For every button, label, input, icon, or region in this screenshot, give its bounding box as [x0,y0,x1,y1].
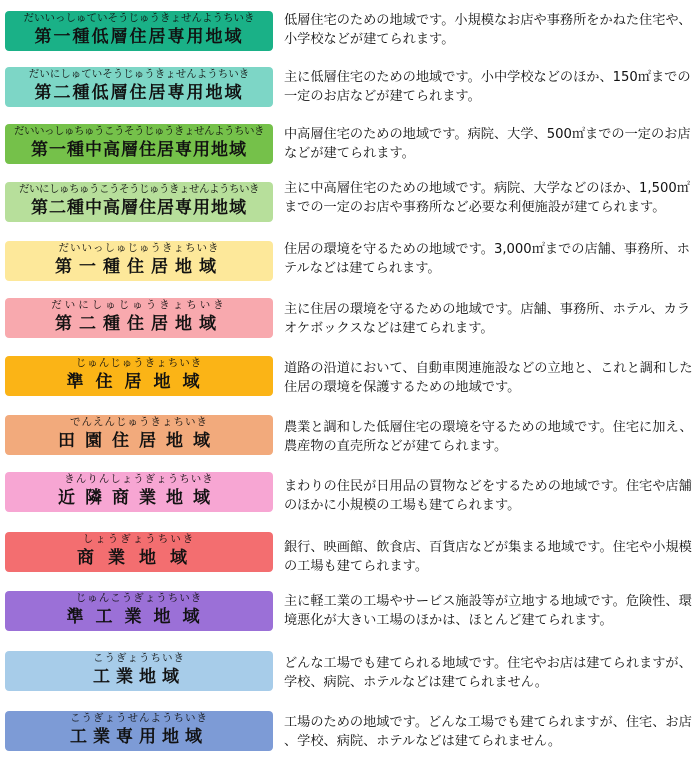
zone-name: 工業地域 [93,667,185,687]
zone-badge [5,711,273,751]
zone-name: 第二種低層住居専用地域 [34,83,244,103]
zone-name: 工業専用地域 [70,727,208,747]
zone-badge [5,415,273,455]
zone-reading: でんえんじゅうきょちいき [70,416,208,428]
zone-reading: きんりんしょうぎょうちいき [64,473,214,485]
zone-badge [5,241,273,281]
zone-badge [5,532,273,572]
zone-reading: だいいっしゅていそうじゅうきょせんようちいき [23,12,255,24]
zone-badge [5,472,273,512]
zone-reading: だいいっしゅじゅうきょちいき [58,242,220,254]
zone-reading: だいにしゅていそうじゅうきょせんようちいき [28,68,250,80]
zone-reading: こうぎょうちいき [93,652,185,664]
zone-badge [5,67,273,107]
zone-badge [5,11,273,51]
zone-name: 第二種中高層住居専用地域 [31,198,247,218]
zone-badge [5,651,273,691]
zone-description: 工場のための地域です。どんな工場でも建てられますが、住宅、お店、学校、病院、ホテルなどは建てられません。 [284,715,692,749]
zone-description: 銀行、映画館、飲食店、百貨店などが集まる地域です。住宅や小規模の工場も建てられます。 [284,540,692,574]
zone-reading: こうぎょうせんようちいき [70,712,208,724]
zone-name: 第一種中高層住居専用地域 [31,140,247,160]
zone-name: 近隣商業地域 [58,488,220,508]
zone-description: どんな工場でも建てられる地域です。住宅やお店は建てられますが、学校、病院、ホテルなどは建てられません。 [284,656,692,690]
zone-description: 主に低層住宅のための地域です。小中学校などのほか、150㎡までの一定のお店などが建てられます。 [284,70,691,104]
zone-reading: じゅんこうぎょうちいき [75,592,203,604]
zone-description: 主に中高層住宅のための地域です。病院、大学などのほか、1,500㎡までの一定のお店や事務所など必要な利便施設が建てられます。 [284,181,690,215]
zone-description: 主に住居の環境を守るための地域です。店舗、事務所、ホテル、カラオケボックスなどは建てられます。 [284,302,691,336]
zone-description: 道路の沿道において、自動車関連施設などの立地と、これと調和した住居の環境を保護するための地域です。 [284,361,693,395]
zone-name: 田園住居地域 [58,431,220,451]
zone-reading: じゅんじゅうきょちいき [75,357,203,369]
zone-reading: しょうぎょうちいき [82,533,196,545]
zone-name: 第一種低層住居専用地域 [34,27,244,47]
zone-name: 第一種住居地域 [55,257,223,277]
zone-name: 準住居地域 [66,372,212,392]
zone-description: 主に軽工業の工場やサービス施設等が立地する地域です。危険性、環境悪化が大きい工場のほかは、ほとんど建てられます。 [284,594,692,628]
zone-name: 準工業地域 [66,607,212,627]
zone-description: 農業と調和した低層住宅の環境を守るための地域です。住宅に加え、農産物の直売所などが建てられます。 [284,420,693,454]
zone-badge [5,356,273,396]
zone-description: 住居の環境を守るための地域です。3,000㎡までの店舗、事務所、ホテルなどは建てられます。 [284,242,690,276]
zone-description: 中高層住宅のための地域です。病院、大学、500㎡までの一定のお店などが建てられます。 [284,127,691,161]
zone-name: 第二種住居地域 [55,314,223,334]
zone-badge [5,182,273,222]
zone-badge [5,591,273,631]
zone-description: 低層住宅のための地域です。小規模なお店や事務所をかねた住宅や、小学校などが建てられます。 [284,13,692,47]
zone-badge [5,124,273,164]
zone-reading: だいにしゅちゅうこうそうじゅうきょせんようちいき [19,183,259,195]
zone-description: まわりの住民が日用品の買物などをするための地域です。住宅や店舗のほかに小規模の工場も建てられます。 [284,479,692,513]
zone-badge [5,298,273,338]
zone-name: 商業地域 [77,548,201,568]
zone-reading: だいいっしゅちゅうこうそうじゅうきょせんようちいき [14,125,264,137]
zone-reading: だいにしゅじゅうきょちいき [51,299,227,311]
